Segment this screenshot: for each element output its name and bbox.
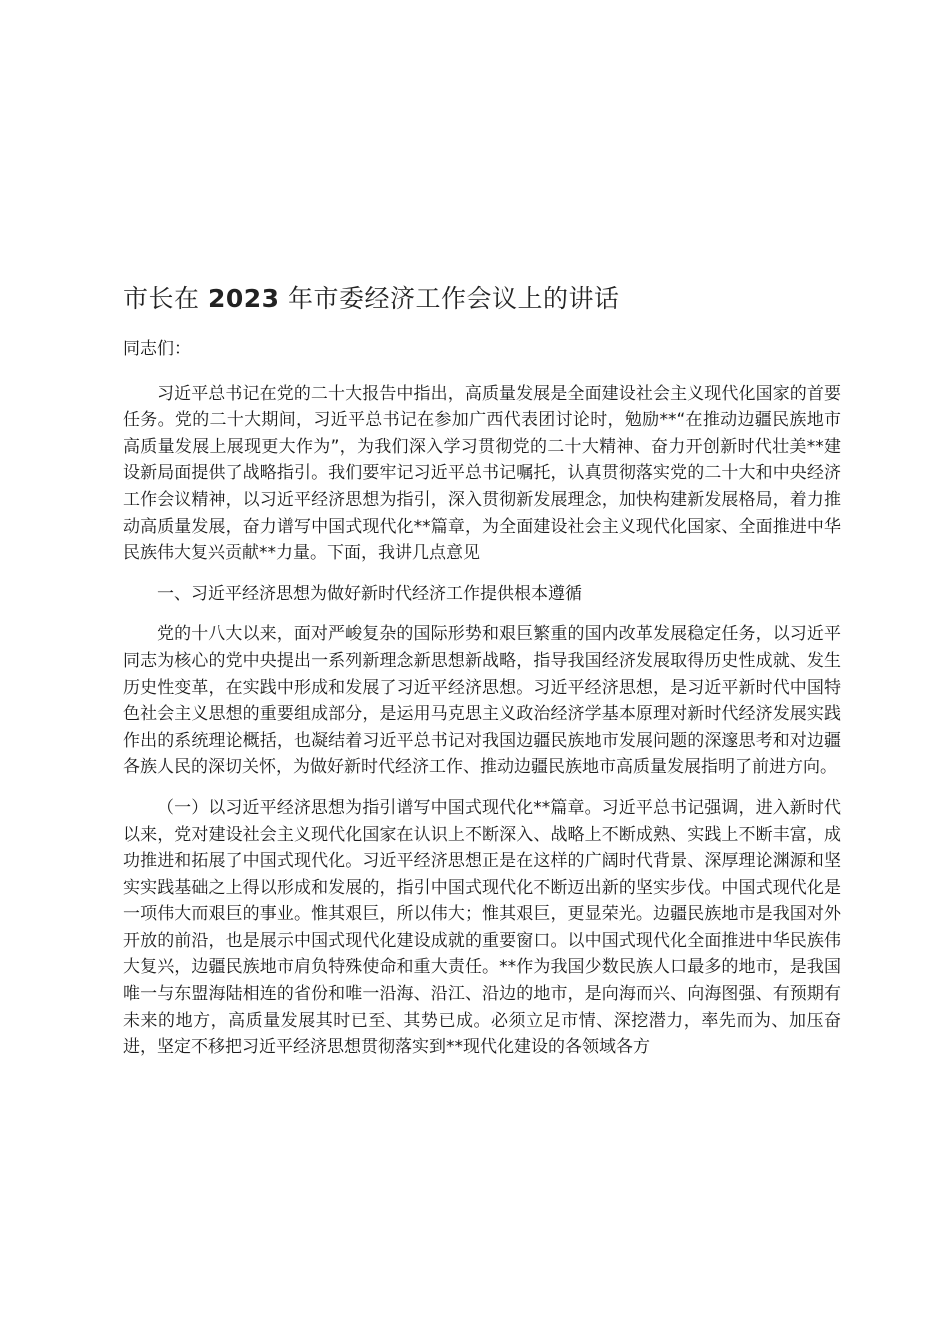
paragraph-intro: 习近平总书记在党的二十大报告中指出，高质量发展是全面建设社会主义现代化国家的首要任务。党的二十大期间，习近平总书记在参加广西代表团讨论时，勉励**“在推动边疆民族地市高质量发展上展现更大作为”，为我们深入学习贯彻党的二十大精神、奋力开创新时代壮美**建设新局面提供了战略指引。我们要牢记习近平总书记嘱托，认真贯彻落实党的二十大和中央经济工作会议精神，以习近平经济思想为指引，深入贯彻新发展理念，加快构建新发展格局，着力推动高质量发展，奋力谱写中国式现代化**篇章，为全面建设社会主义现代化国家、全面推进中华民族伟大复兴贡献**力量。下面，我讲几点意见 xyxy=(123,383,841,564)
document-title xyxy=(123,282,841,316)
section-heading-1: 一、习近平经济思想为做好新时代经济工作提供根本遵循 xyxy=(157,583,582,604)
paragraph-section-1: 党的十八大以来，面对严峻复杂的国际形势和艰巨繁重的国内改革发展稳定任务，以习近平同志为核心的党中央提出一系列新理念新思想新战略，指导我国经济发展取得历史性成就、发生历史性变革，在实践中形成和发展了习近平经济思想。习近平经济思想，是习近平新时代中国特色社会主义思想的重要组成部分，是运用马克思主义政治经济学基本原理对新时代经济发展实践作出的系统理论概括，也凝结着习近平总书记对我国边疆民族地市发展问题的深邃思考和对边疆各族人民的深切关怀，为做好新时代经济工作、推动边疆民族地市高质量发展指明了前进方向。 xyxy=(123,624,841,778)
paragraph-subsection-1: （一）以习近平经济思想为指引谱写中国式现代化**篇章。习近平总书记强调，进入新时代以来，党对建设社会主义现代化国家在认识上不断深入、战略上不断成熟、实践上不断丰富，成功推进和拓展了中国式现代化。习近平经济思想正是在这样的广阔时代背景、深厚理论渊源和坚实实践基础之上得以形成和发展的，指引中国式现代化不断迈出新的坚实步伐。中国式现代化是一项伟大而艰巨的事业。惟其艰巨，所以伟大；惟其艰巨，更显荣光。边疆民族地市是我国对外开放的前沿，也是展示中国式现代化建设成就的重要窗口。以中国式现代化全面推进中华民族伟大复兴，边疆民族地市肩负特殊使命和重大责任。**作为我国少数民族人口最多的地市，是我国唯一与东盟海陆相连的省份和唯一沿海、沿江、沿边的地市，是向海而兴、向海图强、有预期有未来的地方，高质量发展其时已至、其势已成。必须立足市情、深挖潜力，率先而为、加压奋进，坚定不移把习近平经济思想贯彻落实到**现代化建设的各领域各方 xyxy=(123,797,841,1058)
title-suffix: 年市委经济工作会议上的讲话 xyxy=(288,284,620,313)
document-page xyxy=(123,282,841,1061)
title-year: 2023 xyxy=(207,284,280,313)
salutation: 同志们： xyxy=(123,339,191,359)
title-prefix: 市长在 xyxy=(123,284,200,313)
